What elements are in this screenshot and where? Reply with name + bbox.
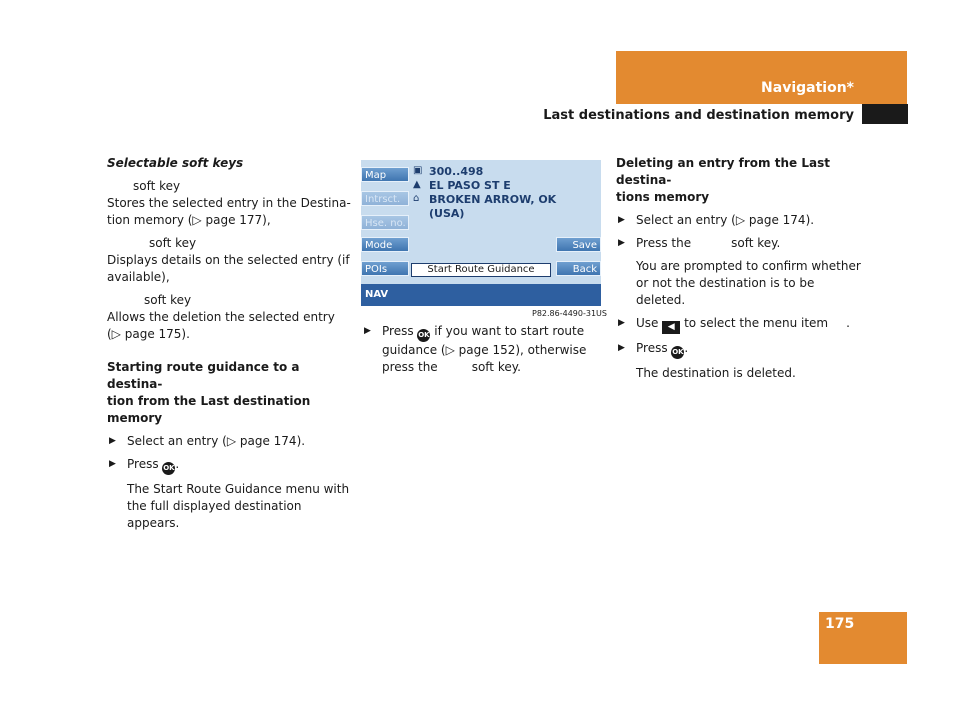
- step-text: soft key.: [731, 236, 781, 250]
- result-deleted: The destination is deleted.: [636, 366, 796, 380]
- left-arrow-key-icon: ◀: [662, 321, 680, 334]
- screen-line-city: BROKEN ARROW, OK: [429, 193, 557, 206]
- column-middle: [362, 323, 607, 376]
- nav-screen-image: [361, 160, 601, 306]
- screen-status-bar: NAV: [361, 284, 601, 306]
- chapter-tab: [616, 51, 907, 104]
- screen-softkey-map: Map: [361, 167, 409, 182]
- step-text: Press: [127, 457, 159, 471]
- section-title: Last destinations and destination memory: [543, 108, 854, 123]
- bullet-icon: ▶: [618, 318, 625, 328]
- softkey-details-desc-2: available),: [107, 270, 170, 284]
- column-left: [107, 155, 352, 532]
- step-text: press the: [382, 360, 438, 374]
- step-text: to select the menu item: [684, 316, 829, 330]
- step-line-2: guidance (▷ page 152), otherwise: [382, 343, 587, 357]
- softkey-delete-desc-1: Allows the deletion the selected entry: [107, 310, 335, 324]
- screen-line-house-no: 300..498: [429, 165, 484, 178]
- step-use-arrow: [616, 315, 866, 334]
- page-number: 175: [825, 616, 855, 632]
- step-press-softkey: [616, 235, 866, 252]
- step-text: Press: [636, 341, 668, 355]
- screen-softkey-intersection: Intrsct.: [361, 191, 409, 206]
- heading-start-guidance-2: tion from the Last destination memory: [107, 394, 311, 425]
- ok-button-icon: OK: [671, 346, 684, 359]
- step-text: if you want to start route: [434, 324, 585, 338]
- ok-button-icon: OK: [417, 329, 430, 342]
- column-right: [616, 155, 866, 382]
- heading-delete-entry-1: Deleting an entry from the Last destina-: [616, 156, 830, 187]
- screen-softkey-mode: Mode: [361, 237, 409, 252]
- ok-button-icon: OK: [162, 462, 175, 475]
- screen-line-country: (USA): [429, 207, 465, 220]
- softkey-details-desc-1: Displays details on the selected entry (if: [107, 253, 350, 267]
- step-press-ok-confirm: ▶ Press OK.: [616, 340, 866, 359]
- info-line-1: You are prompted to confirm whether: [636, 259, 861, 273]
- step-text: Press: [382, 324, 414, 338]
- info-line-2: or not the destination is to be deleted.: [636, 276, 815, 307]
- chapter-title: Navigation*: [761, 80, 854, 96]
- step-line-3: [362, 359, 607, 376]
- step-press-ok-start: [362, 323, 607, 342]
- bullet-icon: ▶: [109, 436, 116, 446]
- step-text: soft key.: [471, 360, 521, 374]
- step-text: Use: [636, 316, 659, 330]
- softkey-delete-desc-2: (▷ page 175).: [107, 327, 190, 341]
- house-number-icon: ▣: [413, 165, 423, 176]
- screen-softkey-save: Save: [556, 237, 601, 252]
- softkey-delete-label: soft key: [144, 293, 192, 307]
- softkey-save-label: soft key: [133, 179, 181, 193]
- bullet-icon: ▶: [618, 215, 625, 225]
- bullet-icon: ▶: [618, 238, 625, 248]
- step-text: .: [846, 316, 850, 330]
- heading-soft-keys: Selectable soft keys: [107, 156, 244, 170]
- bullet-icon: ▶: [364, 326, 371, 336]
- softkey-save-desc-2: tion memory (▷ page 177),: [107, 213, 271, 227]
- screen-softkey-back: Back: [556, 261, 601, 276]
- bullet-icon: ▶: [109, 459, 116, 469]
- screen-line-street: EL PASO ST E: [429, 179, 511, 192]
- step-press-ok: ▶ Press OK.: [107, 456, 352, 475]
- softkey-save-desc-1: Stores the selected entry in the Destina-: [107, 196, 351, 210]
- softkey-details-label: soft key: [149, 236, 197, 250]
- step-select-entry: [107, 433, 352, 450]
- street-icon: ▲: [413, 179, 421, 190]
- section-marker: [862, 104, 908, 124]
- city-icon: ⌂: [413, 193, 420, 204]
- image-caption: P82.86-4490-31US: [532, 309, 607, 318]
- step-text: Press the: [636, 236, 692, 250]
- step-text: Select an entry (▷ page 174).: [636, 213, 815, 227]
- screen-softkey-pois: POIs: [361, 261, 409, 276]
- heading-delete-entry-2: tions memory: [616, 190, 710, 204]
- screen-start-route-guidance: Start Route Guidance: [411, 263, 551, 277]
- heading-start-guidance-1: Starting route guidance to a destina-: [107, 360, 300, 391]
- screen-softkey-house-no: Hse. no.: [361, 215, 409, 230]
- bullet-icon: ▶: [618, 343, 625, 353]
- result-line-1: The Start Route Guidance menu with: [127, 482, 350, 496]
- step-text: Select an entry (▷ page 174).: [127, 434, 306, 448]
- result-line-2: the full displayed destination appears.: [127, 499, 302, 530]
- step-select-entry-delete: [616, 212, 866, 229]
